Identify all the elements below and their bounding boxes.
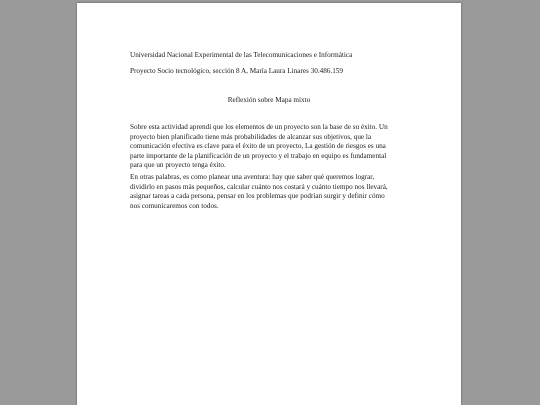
paragraph-line: asignar tareas a cada persona, pensar en los problemas que podrían surgir y definir cómo [130, 192, 385, 201]
paragraph-line: nos comunicaremos con todos. [130, 201, 219, 210]
institution-line: Universidad Nacional Experimental de las Telecomunicaciones e Informática [130, 51, 353, 59]
paragraph-line: parte importante de la planificación de un proyecto y el trabajo en equipo es fundamental [130, 151, 387, 160]
project-info-line: Proyecto Socio tecnológico, sección 8 A, María Laura Linares 30.486.159 [130, 67, 343, 75]
document-title: Reflexión sobre Mapa mixto [227, 96, 311, 104]
paragraph-2 [130, 173, 414, 211]
paragraph-line: En otras palabras, es como planear una aventura: hay que saber qué queremos lograr, [130, 173, 375, 181]
paragraph-line: Sobre esta actividad aprendí que los elementos de un proyecto son la base de su éxito. Un [130, 123, 388, 131]
paragraph-line: proyecto bien planificado tiene más probabilidades de alcanzar sus objetivos, que la [130, 132, 372, 141]
paragraph-line: para que un proyecto tenga éxito. [130, 161, 226, 170]
paragraph-line: dividirlo en pasos más pequeños, calcular cuánto nos costará y cuánto tiempo nos llevará, [130, 182, 388, 191]
paragraph-1 [130, 123, 414, 171]
paragraph-line: comunicación efectiva es clave para el éxito de un proyecto, La gestión de riesgos es una [130, 142, 386, 151]
document-page [77, 3, 461, 405]
